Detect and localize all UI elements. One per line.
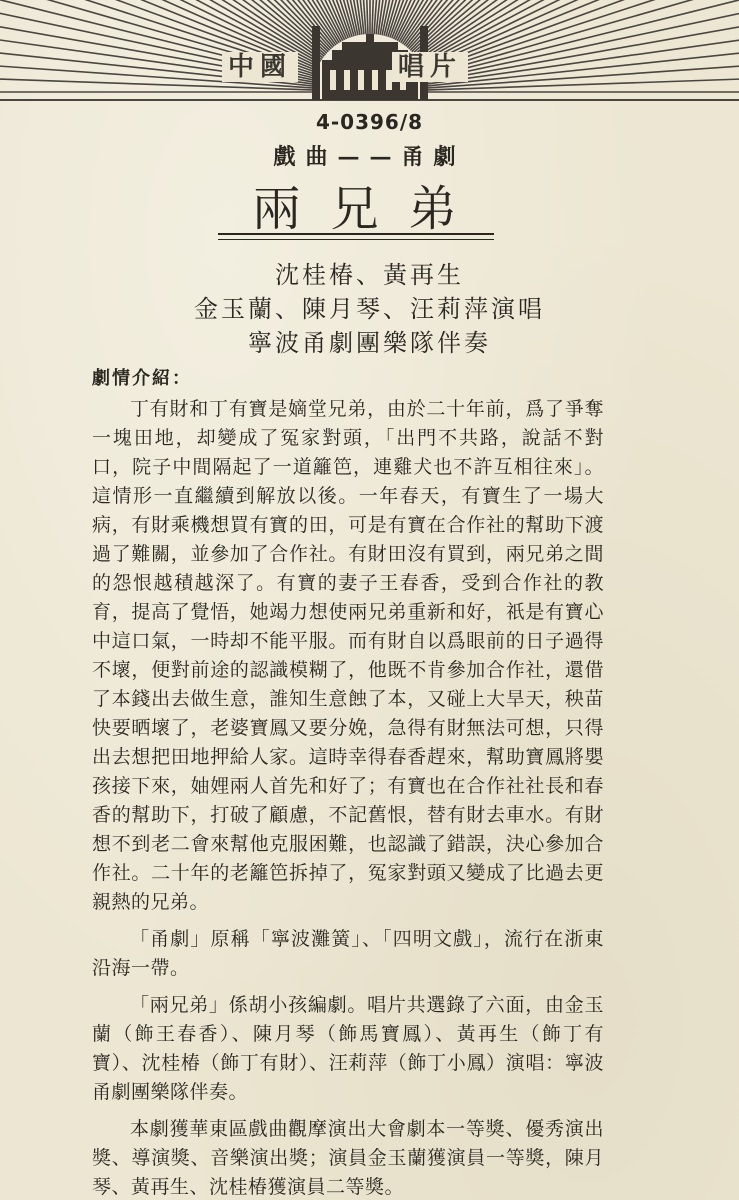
synopsis-body: [92, 395, 604, 1200]
genre-line: 戲曲——甬劇: [273, 144, 466, 170]
performer-credits: [0, 258, 739, 360]
record-title: 兩兄弟: [252, 181, 487, 237]
accompaniment-line: 寧波甬劇團樂隊伴奏: [248, 329, 491, 357]
sunburst-engraving: [0, 0, 739, 104]
cast-paragraph: 「兩兄弟」係胡小孩編劇。唱片共選錄了六面，由金玉蘭（飾王春香）、陳月琴（飾馬寶鳳）、黃再生（飾丁有寶）、沈桂椿（飾丁有財）、汪莉萍（飾丁小鳳）演唱：寧波甬劇團樂隊伴奏。: [92, 994, 604, 1103]
header-banner: [0, 0, 739, 104]
genre-note-paragraph: 「甬劇」原稱「寧波灘簧」、「四明文戲」，流行在浙東沿海一帶。: [92, 928, 604, 979]
title-underline: [218, 233, 494, 240]
performer-line: 金玉蘭、陳月琴、汪莉萍演唱: [194, 295, 545, 323]
awards-paragraph: 本劇獲華東區戲曲觀摩演出大會劇本一等獎、優秀演出獎、導演獎、音樂演出獎；演員金玉蘭獲演員一等獎，陳月琴、黃再生、沈桂椿獲演員二等獎。: [92, 1118, 604, 1198]
banner-left-label: 中國: [222, 52, 298, 82]
synopsis-heading: 劇情介紹：: [92, 368, 192, 389]
synopsis-paragraph: 丁有財和丁有寶是嫡堂兄弟，由於二十年前，爲了爭奪一塊田地，却變成了冤家對頭，「出門不共路，說話不對口，院子中間隔起了一道籬笆，連雞犬也不許互相往來」。這情形一直繼續到解放以後。一年春天，有寶生了一場大病，有財乘機想買有寶的田，可是有寶在合作社的幫助下渡過了難關，並參加了合作社。有財田沒有買到，兩兄弟之間的怨恨越積越深了。有寶的妻子王春香，受到合作社的教育，提高了覺悟，她竭力想使兩兄弟重新和好，祇是有寶心中這口氣，一時却不能平服。而有財自以爲眼前的日子過得不壞，便對前途的認識模糊了，他既不肯參加合作社，還借了本錢出去做生意，誰知生意蝕了本，又碰上大旱天，秧苗快要晒壞了，老婆寶鳳又要分娩，急得有財無法可想，只得出去想把田地押給人家。這時幸得春香趕來，幫助寶鳳將嬰孩接下來，妯娌兩人首先和好了；有寶也在合作社社長和春香的幫助下，打破了顧慮，不記舊恨，替有財去車水。有財想不到老二會來幫他克服困難，也認識了錯誤，決心參加合作社。二十年的老籬笆拆掉了，冤家對頭又變成了比過去更親熱的兄弟。: [92, 398, 604, 913]
performer-line: 沈桂椿、黃再生: [275, 261, 464, 289]
catalog-number: 4-0396/8: [315, 110, 424, 134]
banner-right-label: 唱片: [392, 52, 468, 82]
